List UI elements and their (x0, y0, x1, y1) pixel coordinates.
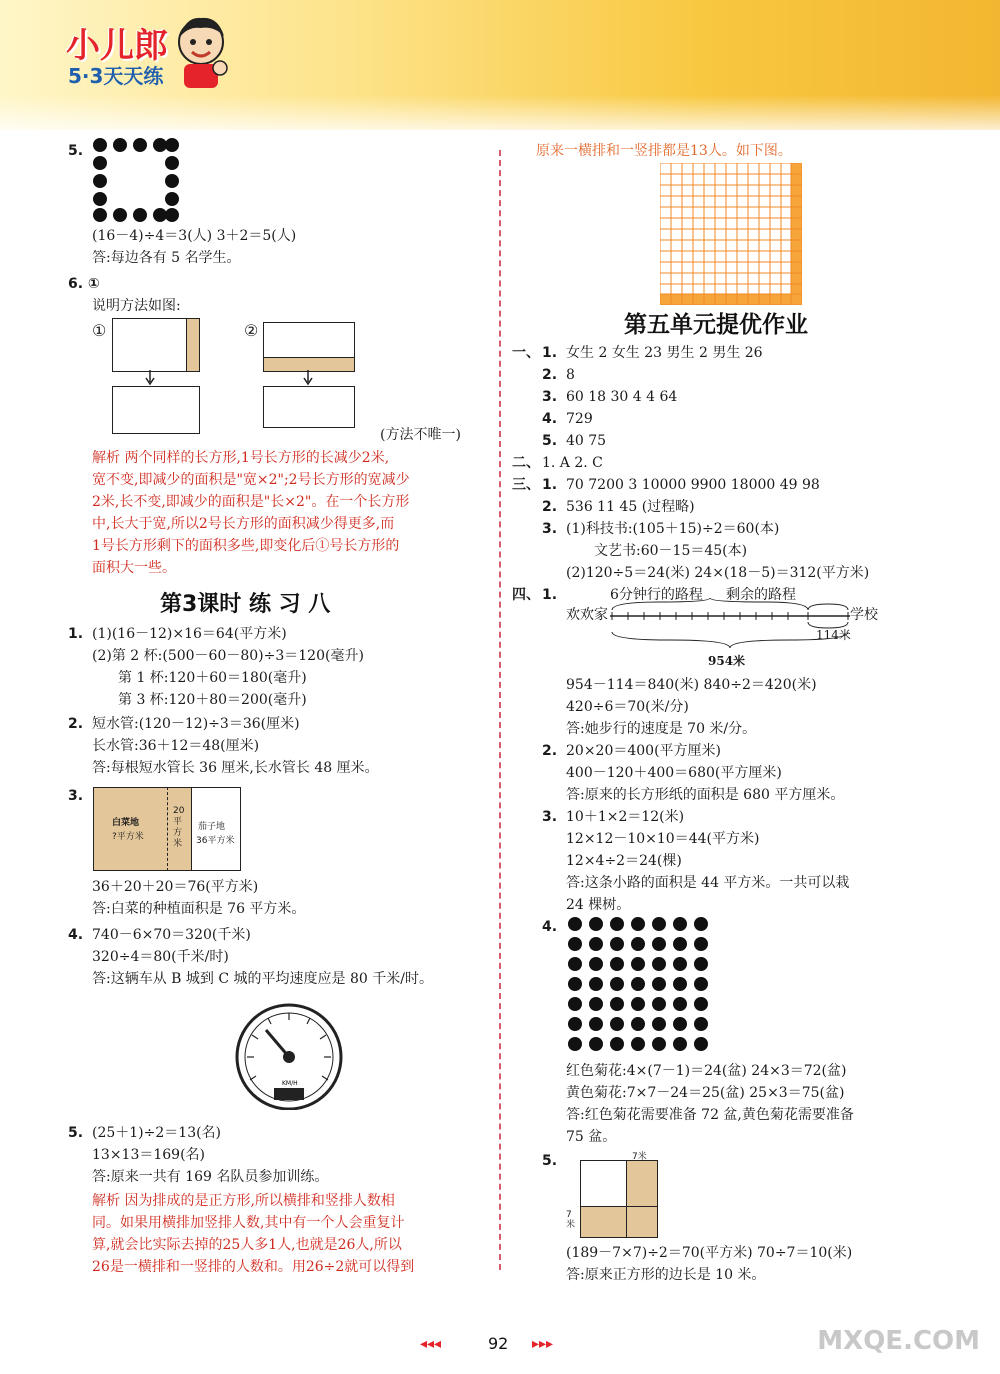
q6-rect-1-shade (186, 318, 200, 372)
s3-item-text: 536 11 45 (过程略) (566, 499, 695, 515)
s4-3-line: 12×4÷2＝24(棵) (566, 853, 682, 869)
q6-mark-2: ② (244, 321, 259, 340)
s3-item-text: 70 7200 3 10000 9900 18000 49 98 (566, 477, 820, 493)
p2-line: 答:每根短水管长 36 厘米,长水管长 48 厘米。 (92, 760, 379, 776)
s3-item-text: (1)科技书:(105＋15)÷2＝60(本) (566, 521, 780, 537)
s4-5-num: 5. (542, 1153, 558, 1169)
p2-label: 2. (68, 716, 84, 732)
p3-line: 36＋20＋20＝76(平方米) (92, 879, 259, 895)
p4-label: 4. (68, 927, 84, 943)
s1-item-text: 40 75 (566, 433, 607, 449)
p1-line: (1)(16－12)×16＝64(平方米) (92, 626, 287, 642)
s1-item-text: 女生 2 女生 23 男生 2 男生 26 (566, 345, 763, 361)
s2-text: 1. A 2. C (542, 455, 603, 471)
p5-line: (25＋1)÷2＝13(名) (92, 1125, 222, 1141)
square-side-label: 7米 (566, 1210, 576, 1230)
p5-analysis-2: 同。如果用横排加竖排人数,其中有一个人会重复计 (92, 1215, 405, 1231)
p5-analysis-4: 26是一横排和一竖排的人数和。用26÷2就可以得到 (92, 1259, 415, 1275)
s4-2-line: 20×20＝400(平方厘米) (566, 743, 722, 759)
section-2-label: 二、 (512, 455, 540, 471)
p4-line: 答:这辆车从 B 城到 C 城的平均速度应是 80 千米/时。 (92, 971, 433, 987)
q6-analysis-5: 1号长方形剩下的面积多些,即变化后①号长方形的 (92, 538, 400, 554)
q6-analysis-1: 解析 两个同样的长方形,1号长方形的长减少2米, (92, 450, 390, 466)
prev-page-arrows[interactable]: ◂◂◂ (420, 1336, 442, 1352)
route-start: 欢欢家 (566, 607, 608, 623)
route-label-remaining: 剩余的路程 (726, 587, 796, 603)
p1-line: 第 1 杯:120＋60＝180(毫升) (118, 670, 307, 686)
p5-line: 答:原来一共有 169 名队员参加训练。 (92, 1169, 329, 1185)
q6-label: 6. ① (68, 276, 100, 292)
s3-extra: 文艺书:60－15＝45(本) (594, 543, 748, 559)
s4-3-num: 3. (542, 809, 558, 825)
route-label-walked: 6分钟行的路程 (610, 587, 703, 603)
watermark: MXQE.COM (817, 1326, 980, 1356)
right-column (500, 0, 1000, 1300)
q5-answer: 答:每边各有 5 名学生。 (92, 250, 241, 266)
section-1-label: 一、 (512, 345, 540, 361)
s3-item-num: 2. (542, 499, 558, 515)
s1-item-num: 2. (542, 367, 558, 383)
page-number: 92 (488, 1334, 509, 1353)
square-strip-bottom (580, 1206, 628, 1238)
grid-13x13-icon (660, 163, 802, 305)
p2-line: 短水管:(120－12)÷3＝36(厘米) (92, 716, 300, 732)
s4-5-line: 答:原来正方形的边长是 10 米。 (566, 1267, 766, 1283)
p4-line: 320÷4＝80(千米/时) (92, 949, 229, 965)
s4-3-line: 10＋1×2＝12(米) (566, 809, 685, 825)
q6-analysis-2: 宽不变,即减少的面积是"宽×2";2号长方形的宽减少 (92, 472, 410, 488)
q6-analysis-6: 面积大一些。 (92, 560, 176, 576)
s4-2-num: 2. (542, 743, 558, 759)
q6-intro: 说明方法如图: (92, 298, 181, 314)
route-end: 学校 (850, 607, 878, 623)
q6-rect-2-after (263, 386, 355, 428)
flower-dot-grid (568, 917, 708, 1057)
s4-4-line: 红色菊花:4×(7－1)＝24(盆) 24×3＝72(盆) (566, 1063, 847, 1079)
p5-analysis-1: 解析 因为排成的是正方形,所以横排和竖排人数相 (92, 1193, 395, 1209)
q6-mark-1: ① (92, 321, 107, 340)
square-corner (626, 1206, 658, 1238)
s1-item-text: 729 (566, 411, 593, 427)
page-footer (420, 1334, 580, 1358)
p5-line: 13×13＝169(名) (92, 1147, 206, 1163)
left-column (0, 0, 495, 1300)
p3-line: 答:白菜的种植面积是 76 平方米。 (92, 901, 306, 917)
s1-item-num: 5. (542, 433, 558, 449)
p5-analysis-3: 算,就会比实际去掉的25人多1人,也就是26人,所以 (92, 1237, 402, 1253)
s4-5-line: (189－7×7)÷2＝70(平方米) 70÷7＝10(米) (566, 1245, 853, 1261)
s4-2-line: 400－120＋400＝680(平方厘米) (566, 765, 782, 781)
speedometer-icon (230, 1000, 348, 1110)
p1-line: (2)第 2 杯:(500－60－80)÷3＝120(毫升) (92, 648, 364, 664)
s3-item-num: 1. (542, 477, 558, 493)
gauge-unit: KM/H (282, 1080, 298, 1087)
s1-item-text: 60 18 30 4 4 64 (566, 389, 678, 405)
unit-title: 第五单元提优作业 (624, 312, 808, 338)
p4-line: 740－6×70＝320(千米) (92, 927, 251, 943)
q5-calc: (16－4)÷4＝3(人) 3＋2＝5(人) (92, 228, 297, 244)
route-114: 114米 (816, 628, 851, 642)
q6-analysis-3: 2米,长不变,即减少的面积是"长×2"。在一个长方形 (92, 494, 410, 510)
s1-item-num: 4. (542, 411, 558, 427)
continued-analysis: 原来一横排和一竖排都是13人。如下图。 (536, 143, 792, 159)
lesson-title: 第3课时 练 习 八 (160, 592, 331, 617)
q5-label: 5. (68, 143, 84, 159)
s3-extra: (2)120÷5＝24(米) 24×(18－5)＝312(平方米) (566, 565, 870, 581)
s4-4-line: 黄色菊花:7×7－24＝25(盆) 25×3＝75(盆) (566, 1085, 845, 1101)
p5-label: 5. (68, 1125, 84, 1141)
s4-1-line: 420÷6＝70(米/分) (566, 699, 689, 715)
p1-label: 1. (68, 626, 84, 642)
s4-2-line: 答:原来的长方形纸的面积是 680 平方厘米。 (566, 787, 845, 803)
arrow-down-icon (303, 370, 313, 386)
square-top-label: 7米 (632, 1152, 647, 1162)
s4-1-line: 954－114＝840(米) 840÷2＝420(米) (566, 677, 817, 693)
s1-item-num: 3. (542, 389, 558, 405)
section-3-label: 三、 (512, 477, 540, 493)
s4-3-line: 24 棵树。 (566, 897, 631, 913)
s4-3-line: 12×12－10×10＝44(平方米) (566, 831, 760, 847)
route-diagram-icon (610, 598, 850, 650)
q6-note: (方法不唯一) (380, 427, 461, 443)
section-4-label: 四、 (512, 587, 540, 603)
s4-4-line: 答:红色菊花需要准备 72 盆,黄色菊花需要准备 (566, 1107, 854, 1123)
p2-line: 长水管:36＋12＝48(厘米) (92, 738, 260, 754)
eggplant-area: 36平方米 (196, 836, 235, 846)
arrow-down-icon (145, 370, 155, 386)
s1-item-num: 1. (542, 345, 558, 361)
square-a (580, 1160, 628, 1208)
s4-4-num: 4. (542, 919, 558, 935)
p3-label: 3. (68, 788, 84, 804)
s1-item-text: 8 (566, 367, 575, 383)
s4-1-num: 1. (542, 587, 558, 603)
brand-logo: 小儿郎 (66, 26, 168, 66)
s4-1-line: 答:她步行的速度是 70 米/分。 (566, 721, 757, 737)
cabbage-area: ?平方米 (112, 832, 144, 842)
route-954: 954米 (708, 654, 746, 668)
s4-4-line: 75 盆。 (566, 1129, 617, 1145)
q5-dot-square (93, 138, 178, 223)
p1-line: 第 3 杯:120＋80＝200(毫升) (118, 692, 307, 708)
next-page-arrows[interactable]: ▸▸▸ (532, 1336, 554, 1352)
s3-item-num: 3. (542, 521, 558, 537)
q6-analysis-4: 中,长大于宽,所以2号长方形的面积减少得更多,而 (92, 516, 395, 532)
cabbage-label: 白菜地 (112, 818, 140, 828)
q6-rect-1-after (112, 386, 200, 434)
brand-subtitle: 5·3天天练 (68, 64, 164, 88)
eggplant-label: 茄子地 (198, 822, 226, 832)
strip-area: 20平方米 (173, 806, 185, 849)
s4-3-line: 答:这条小路的面积是 44 平方米。一共可以栽 (566, 875, 850, 891)
